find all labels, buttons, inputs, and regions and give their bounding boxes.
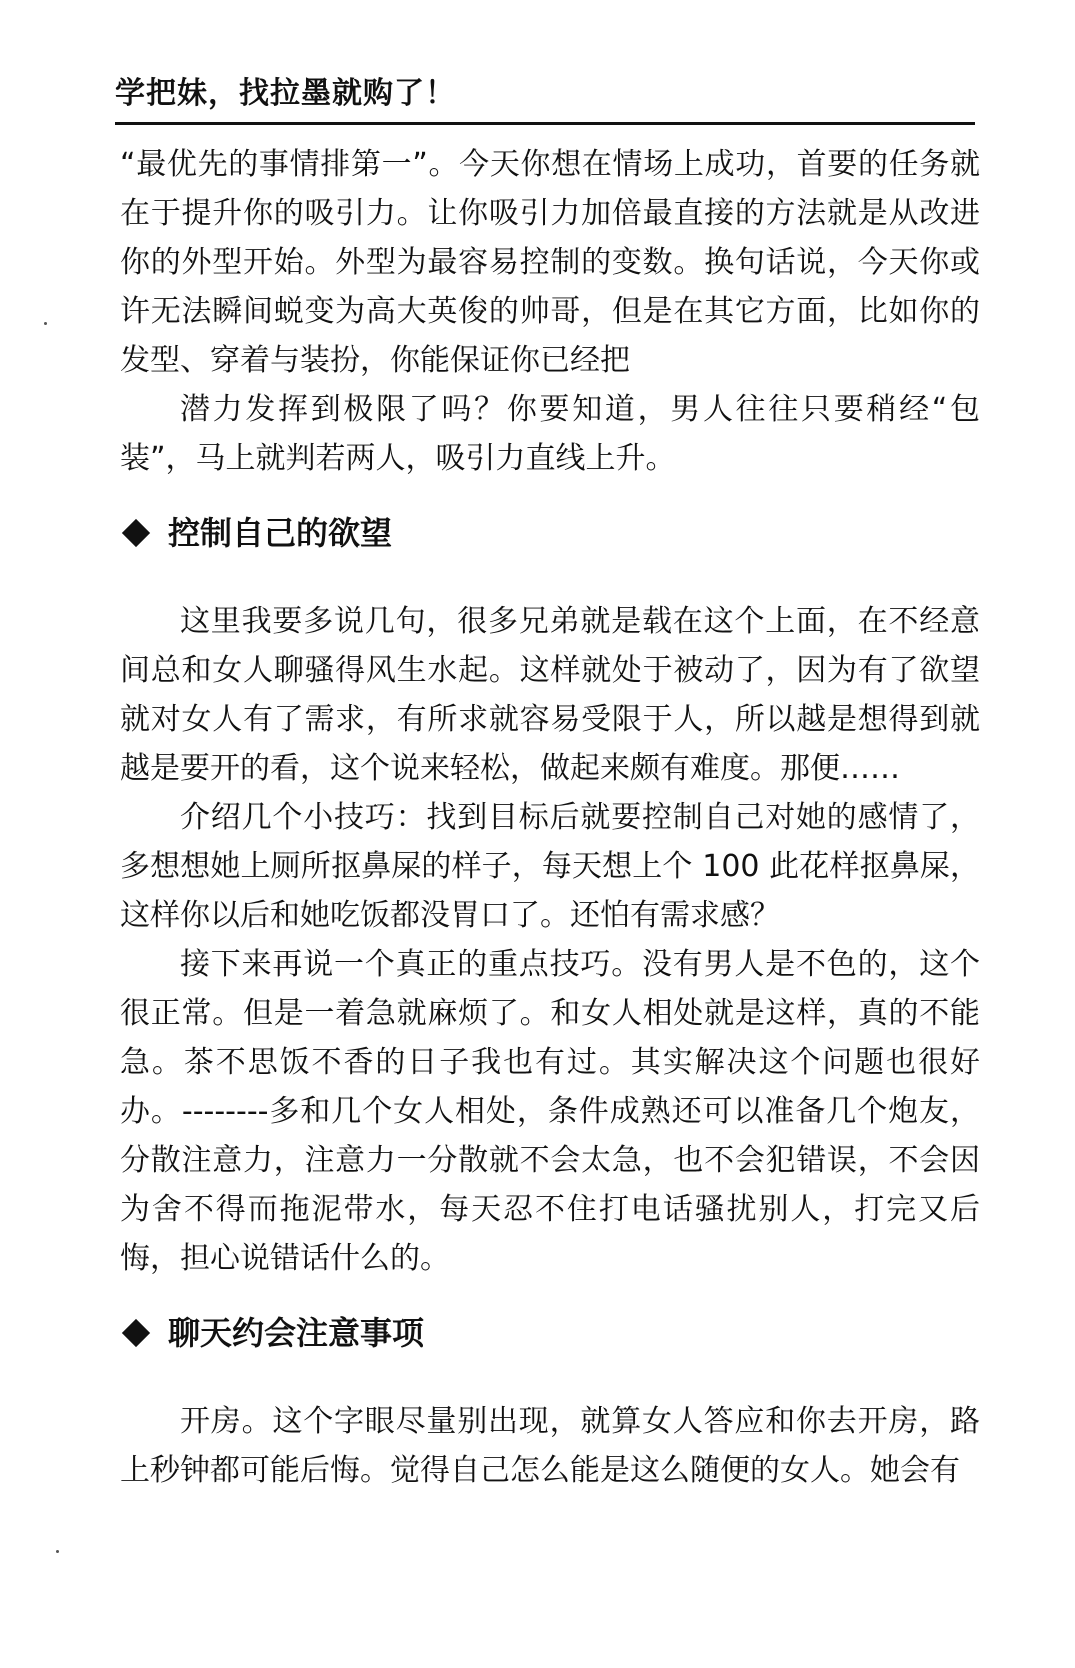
body-paragraph: “最优先的事情排第一”。今天你想在情场上成功，首要的任务就在于提升你的吸引力。让你吸引力加倍最直接的方法就是从改进你的外型开始。外型为最容易控制的变数。换句话说，今天你或许无法瞬间蜕变为高大英俊的帅哥，但是在其它方面，比如你的发型、穿着与装扮，你能保证你已经把	[120, 147, 980, 378]
body-paragraph: 介绍几个小技巧：找到目标后就要控制自己对她的感情了，多想想她上厕所抠鼻屎的样子，每天想上个 100 此花样抠鼻屎，这样你以后和她吃饭都没胃口了。还怕有需求感？	[120, 800, 980, 933]
header-divider	[115, 122, 975, 125]
diamond-bullet-icon	[122, 519, 150, 547]
section-title: 聊天约会注意事项	[168, 1314, 425, 1352]
body-paragraph: 这里我要多说几句，很多兄弟就是载在这个上面，在不经意间总和女人聊骚得风生水起。这样就处于被动了，因为有了欲望就对女人有了需求，有所求就容易受限于人，所以越是想得到就越是要开的看，这个说来轻松，做起来颇有难度。那便……	[120, 604, 980, 786]
scan-speck	[56, 1550, 59, 1553]
page-body	[120, 140, 980, 1495]
section-title: 控制自己的欲望	[168, 514, 393, 552]
body-paragraph: 接下来再说一个真正的重点技巧。没有男人是不色的，这个很正常。但是一着急就麻烦了。和女人相处就是这样，真的不能急。茶不思饭不香的日子我也有过。其实解决这个问题也很好办。--------多和几个女人相处，条件成熟还可以准备几个炮友，分散注意力，注意力一分散就不会太急，也不会犯错误，不会因为舍不得而拖泥带水，每天忍不住打电话骚扰别人，打完又后悔，担心说错话什么的。	[120, 947, 980, 1276]
section-heading-chat-dating	[120, 1303, 980, 1363]
body-paragraph: 开房。这个字眼尽量别出现，就算女人答应和你去开房，路上秒钟都可能后悔。觉得自己怎么能是这么随便的女人。她会有	[120, 1404, 980, 1488]
running-header: 学把妹，找拉墨就购了！	[115, 76, 456, 111]
diamond-bullet-icon	[122, 1319, 150, 1347]
body-paragraph: 潜力发挥到极限了吗？你要知道，男人往往只要稍经“包装”，马上就判若两人，吸引力直线上升。	[120, 392, 980, 476]
section-heading-desire	[120, 503, 980, 563]
scan-speck	[44, 322, 47, 325]
